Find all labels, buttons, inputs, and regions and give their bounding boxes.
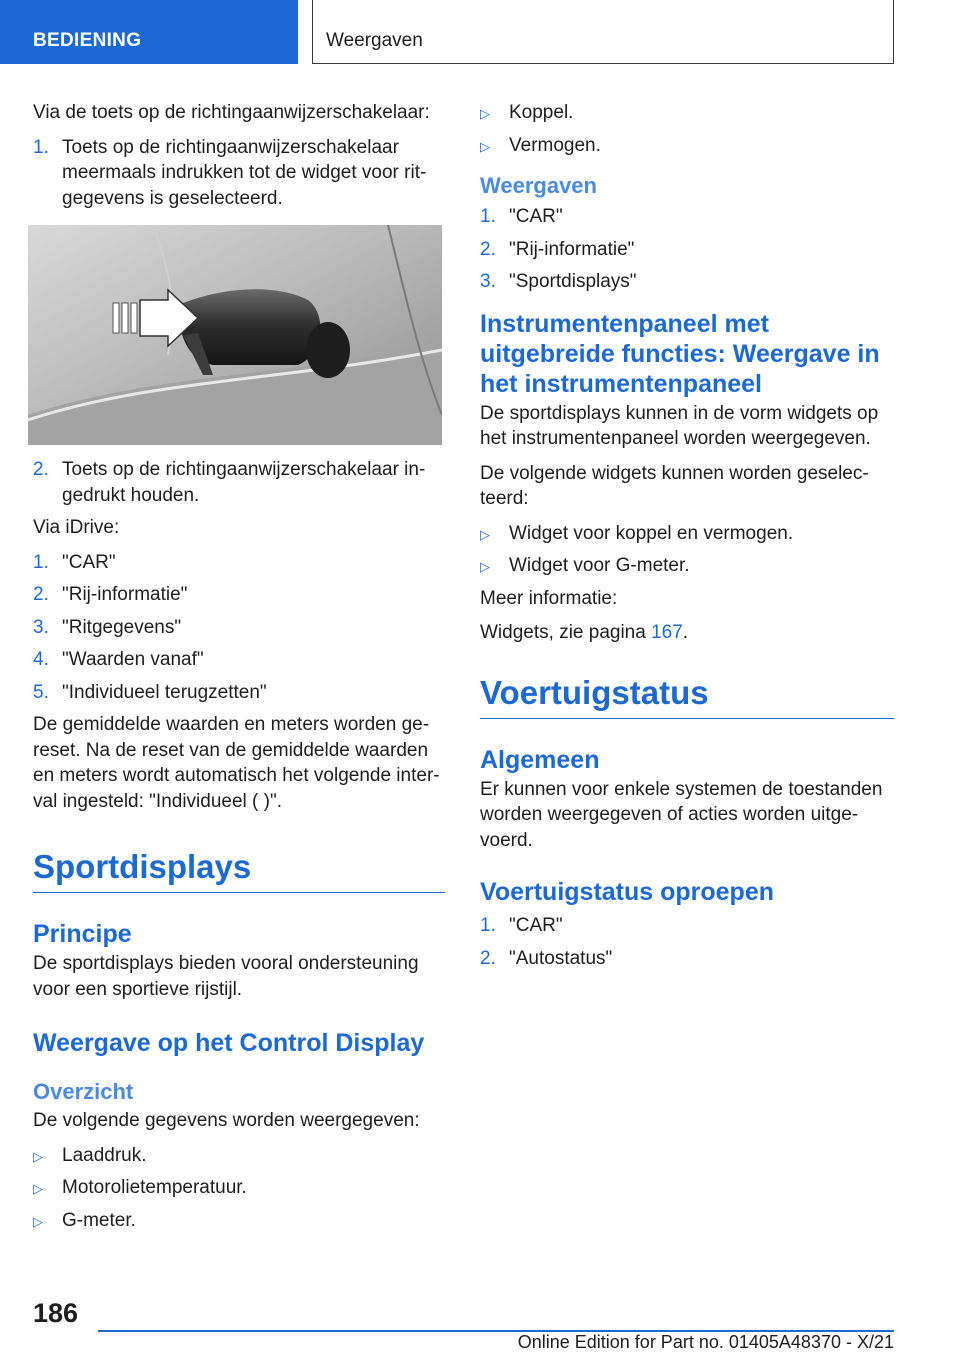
step-text: "CAR" [62,551,116,573]
step-text: "CAR" [509,915,563,936]
step-text: Toets op de richtingaanwijzerschakelaar meermaals indrukken tot de widget voor ritgegevens is geselecteerd. [62,136,427,209]
steps-list-a [33,135,445,212]
step-number: 2. [480,947,496,969]
data-bullets [33,1143,445,1234]
list-item [480,237,894,263]
heading-oproepen: Voertuigstatus oproepen [480,878,775,906]
list-item [480,204,894,230]
heading-algemeen: Algemeen [480,745,600,774]
step-text: "Ritgegevens" [62,616,182,638]
left-column [33,100,445,1240]
bullet-text: Laaddruk. [62,1144,147,1166]
turn-signal-switch-illustration [28,225,442,445]
section-tab [0,0,298,64]
right-column [480,100,894,978]
step-number: 2. [33,584,49,605]
list-item [33,680,445,706]
heading-principe: Principe [33,920,132,948]
step-number: 3. [33,616,49,638]
triangle-right-icon: ▷ [33,1213,43,1229]
step-number: 1. [33,551,49,573]
algemeen-text: Er kunnen voor enkele systemen de toestanden worden weergegeven of acties worden uitgevoerd. [480,778,883,851]
principe-text: De sportdisplays bieden vooral ondersteuning voor een sportieve rijstijl. [33,953,419,1000]
idrive-label: Via iDrive: [33,517,120,538]
top-bullets [480,100,894,158]
step-number: 2. [480,238,496,260]
steps-list-b [33,457,445,508]
step-number: 2. [33,459,49,480]
step-text: "Sportdisplays" [509,271,637,292]
heading-weergaven: Weergaven [480,173,597,198]
step-text: "Rij-informatie" [62,584,188,605]
heading-overzicht: Overzicht [33,1079,134,1104]
topic-tab [312,0,894,64]
step-number: 5. [33,681,49,703]
reference-text: Widgets, zie pagina [480,622,652,643]
list-item [480,521,894,547]
list-item [480,946,894,972]
step-number: 3. [480,271,496,292]
list-item [33,582,445,608]
list-item [480,100,894,126]
heading-control-display: Weergave op het Control Display [33,1029,425,1057]
meer-info-label: Meer informatie: [480,587,618,609]
list-item [33,1143,445,1169]
list-item [33,135,445,212]
step-number: 1. [480,206,496,227]
list-item [33,550,445,576]
list-item [480,133,894,159]
weergaven-steps [480,204,894,295]
triangle-right-icon: ▷ [480,559,490,574]
step-text: "Individueel terugzetten" [62,681,267,703]
triangle-right-icon: ▷ [480,526,490,542]
triangle-right-icon: ▷ [33,1148,43,1164]
step-text: "Autostatus" [509,947,613,969]
idrive-steps [33,550,445,706]
bullet-text: Koppel. [509,102,574,123]
list-item [480,913,894,939]
bullet-text: G-meter. [62,1209,136,1231]
step-text: "CAR" [509,206,563,227]
oproepen-steps [480,913,894,971]
bullet-text: Widget voor koppel en vermogen. [509,522,794,544]
step-text: "Waarden vanaf" [62,649,204,670]
edition-footer: Online Edition for Part no. 01405A48370 - X/21 [517,1332,894,1352]
step-text: "Rij-informatie" [509,238,635,260]
reset-note: De gemiddelde waarden en meters worden gereset. Na de reset van de gemiddelde waarden en meters wordt automatisch het volgende interval ingesteld: "Individueel ( )". [33,714,440,812]
instrument-text-2: De volgende widgets kunnen worden geselecteerd: [480,462,869,509]
section-label: BEDIENING [33,30,142,51]
triangle-right-icon: ▷ [33,1181,43,1196]
switch-photo [28,225,442,445]
list-item [33,647,445,673]
intro-text: Via de toets op de richtingaanwijzerschakelaar: [33,102,430,123]
list-item [480,269,894,295]
list-item [33,615,445,641]
list-item [33,1208,445,1234]
widgets-reference [480,620,894,646]
step-number: 1. [480,915,496,936]
page-link-167[interactable]: 167 [651,622,683,643]
bullet-text: Widget voor G-meter. [509,555,690,576]
bullet-text: Motorolietemperatuur. [62,1177,247,1198]
list-item [480,553,894,579]
triangle-right-icon: ▷ [480,138,490,154]
heading-instrumentenpaneel: Instrumentenpaneel met uitgebreide functies: Weergave in het instrumentenpaneel [480,309,880,398]
list-item [33,457,445,508]
triangle-right-icon: ▷ [480,106,490,121]
widget-bullets [480,521,894,579]
bullet-text: Vermogen. [509,134,601,156]
reference-end: . [682,622,689,643]
section-title-voertuigstatus: Voertuigstatus [480,674,894,719]
section-title-sportdisplays: Sportdisplays [33,848,445,893]
instrument-text-1: De sportdisplays kunnen in de vorm widgets op het instrumentenpaneel worden weergegeven. [480,402,879,449]
page-number: 186 [33,1298,79,1328]
topic-label: Weergaven [326,30,423,51]
step-text: Toets op de richtingaanwijzerschakelaar ingedrukt houden. [62,459,426,506]
step-number: 4. [33,649,49,670]
overzicht-text: De volgende gegevens worden weergegeven: [33,1110,420,1131]
step-number: 1. [33,136,49,158]
list-item [33,1175,445,1201]
